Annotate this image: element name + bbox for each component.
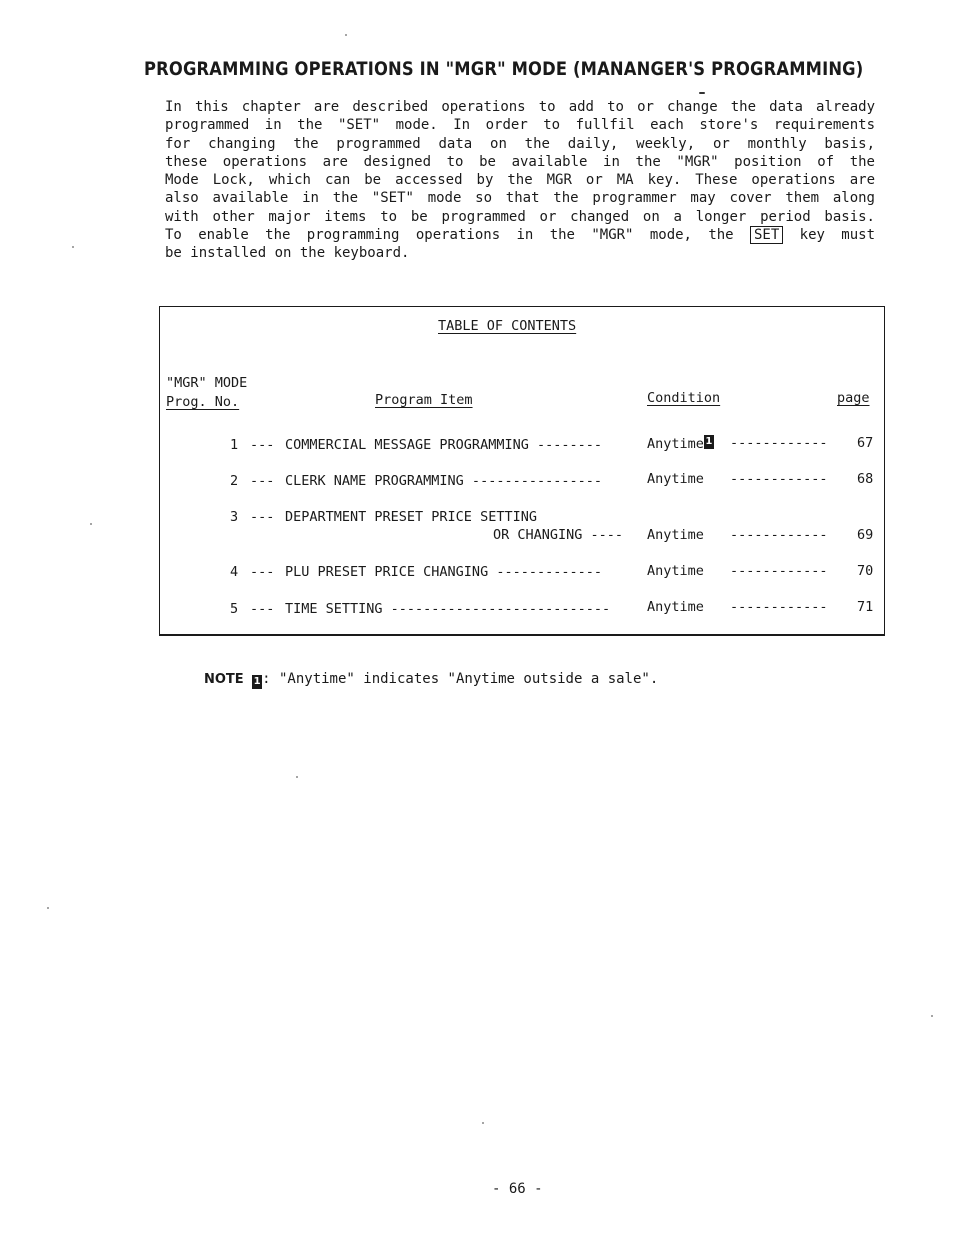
toc-row-page: 67 xyxy=(857,435,874,451)
col-header-page: page xyxy=(837,390,870,406)
toc-row-sep: --- xyxy=(250,437,275,453)
col-header-mgr-mode: "MGR" MODE xyxy=(166,375,248,391)
intro-line: programmed in the "SET" mode. In order to fullfil each store's requirements xyxy=(165,117,875,134)
scan-speck xyxy=(345,34,347,36)
intro-text: key must xyxy=(799,227,875,244)
toc-row-item: DEPARTMENT PRESET PRICE SETTING xyxy=(285,509,537,525)
toc-row-sep: --- xyxy=(250,564,275,580)
toc-row-condition: Anytime xyxy=(647,563,704,579)
toc-row-no: 2 xyxy=(230,473,239,489)
toc-row-no: 1 xyxy=(230,437,239,453)
toc-row-page: 68 xyxy=(857,471,874,487)
col-header-condition: Condition xyxy=(647,390,721,406)
toc-row-page: 71 xyxy=(857,599,874,615)
intro-line: also available in the "SET" mode so that the programmer may cover them along xyxy=(165,190,875,207)
toc-row-item: TIME SETTING --------------------------- xyxy=(285,601,611,617)
toc-row-item-cont: OR CHANGING ---- xyxy=(493,527,624,543)
toc-title: TABLE OF CONTENTS xyxy=(438,318,577,334)
intro-line: these operations are designed to be available in the "MGR" position of the xyxy=(165,153,875,170)
toc-row-no: 5 xyxy=(230,601,239,617)
intro-text: To enable the programming operations in the "MGR" mode, the xyxy=(165,227,734,244)
toc-row-condition xyxy=(647,435,714,452)
note-label: NOTE xyxy=(204,672,244,687)
toc-row-item: PLU PRESET PRICE CHANGING ------------- xyxy=(285,564,602,580)
intro-paragraph xyxy=(165,98,875,263)
scan-speck xyxy=(90,523,92,525)
toc-row-dashes: ------------ xyxy=(730,527,828,543)
col-header-program-item: Program Item xyxy=(375,392,473,408)
col-header-prog-no: Prog. No. xyxy=(166,394,240,410)
toc-row-sep: --- xyxy=(250,509,275,525)
scan-speck xyxy=(699,92,705,94)
intro-line: for changing the programmed data on the daily, weekly, or monthly basis, xyxy=(165,135,875,152)
footnote xyxy=(204,671,658,689)
note-marker-icon: 1 xyxy=(253,676,261,687)
toc-row-page: 69 xyxy=(857,527,874,543)
note-text: : "Anytime" indicates "Anytime outside a sale". xyxy=(262,671,659,687)
page-number: - 66 - xyxy=(492,1181,543,1197)
scan-speck xyxy=(296,776,298,778)
toc-row-no: 4 xyxy=(230,564,239,580)
intro-line-with-key xyxy=(165,226,875,244)
toc-row-dashes: ------------ xyxy=(730,471,828,487)
condition-text: Anytime xyxy=(647,436,704,452)
toc-row-item: CLERK NAME PROGRAMMING ---------------- xyxy=(285,473,602,489)
toc-row-condition: Anytime xyxy=(647,527,704,543)
page-heading: PROGRAMMING OPERATIONS IN "MGR" MODE (MANANGER'S PROGRAMMING) xyxy=(144,58,864,80)
toc-row-condition: Anytime xyxy=(647,471,704,487)
table-of-contents xyxy=(159,306,885,636)
scan-speck xyxy=(72,246,74,248)
intro-line: Mode Lock, which can be accessed by the MGR or MA key. These operations are xyxy=(165,172,875,189)
toc-row-page: 70 xyxy=(857,563,874,579)
toc-row-sep: --- xyxy=(250,601,275,617)
toc-row-no: 3 xyxy=(230,509,239,525)
toc-row-dashes: ------------ xyxy=(730,563,828,579)
scan-speck xyxy=(931,1015,933,1017)
scan-speck xyxy=(482,1122,484,1124)
set-key-label: SET xyxy=(750,226,783,244)
intro-line: In this chapter are described operations to add to or change the data already xyxy=(165,99,875,115)
toc-row-dashes: ------------ xyxy=(730,599,828,615)
toc-row-dashes: ------------ xyxy=(730,435,828,451)
note-marker-icon: 1 xyxy=(705,436,713,447)
toc-row-item: COMMERCIAL MESSAGE PROGRAMMING -------- xyxy=(285,437,602,453)
toc-row-sep: --- xyxy=(250,473,275,489)
toc-row-condition: Anytime xyxy=(647,599,704,615)
intro-line: be installed on the keyboard. xyxy=(165,245,410,262)
intro-line: with other major items to be programmed or changed on a longer period basis. xyxy=(165,208,875,225)
scan-speck xyxy=(47,907,49,909)
